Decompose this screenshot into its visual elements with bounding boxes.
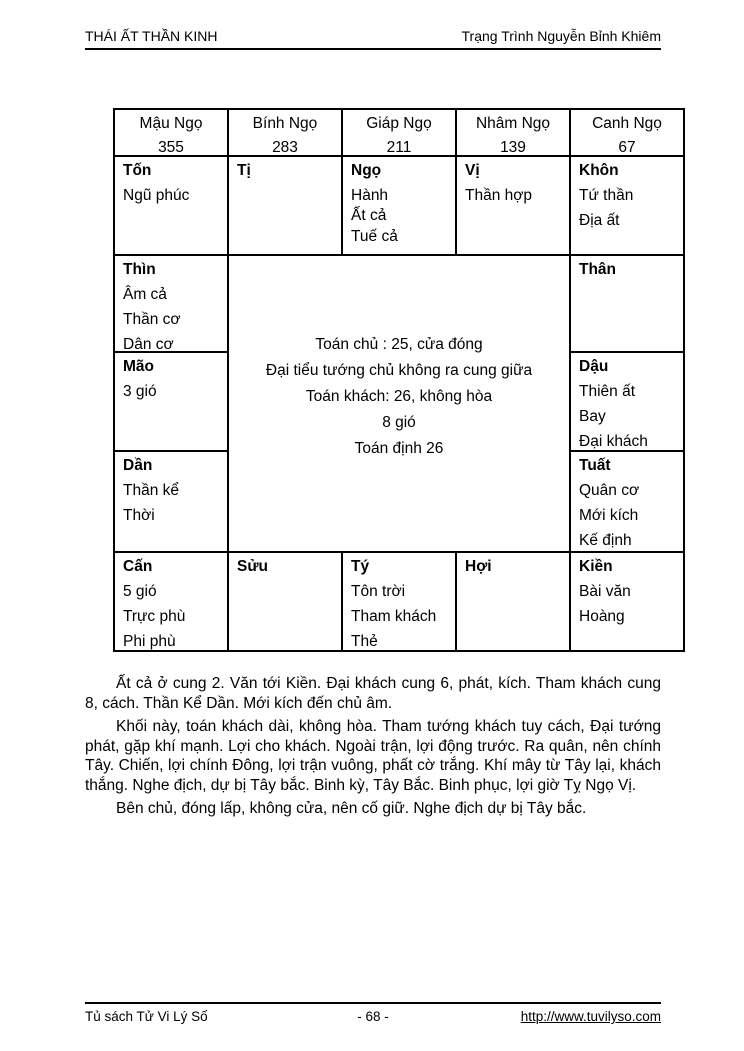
summary-line: 8 gió	[382, 413, 416, 431]
cell-title: Thìn	[123, 261, 156, 278]
cell-dau	[569, 351, 683, 450]
footer-url-link[interactable]: http://www.tuvilyso.com	[520, 1009, 661, 1024]
cell-line: Thẻ	[351, 633, 378, 650]
cell-title: Tị	[237, 162, 251, 179]
cell-line: Bài văn	[579, 583, 631, 600]
cell-line: Bay	[579, 408, 606, 425]
year-value: 67	[618, 139, 636, 155]
page-footer	[85, 1002, 661, 1026]
cell-line: Đại khách	[579, 433, 648, 450]
cell-line: Thần cơ	[123, 311, 181, 328]
cell-line: Tôn trời	[351, 583, 406, 600]
cell-line: Dân cơ	[123, 336, 174, 351]
cell-line: Tham khách	[351, 608, 437, 625]
cell-title: Tuất	[579, 457, 611, 474]
cell-line: Phi phù	[123, 633, 176, 650]
taiat-board-table	[113, 108, 685, 652]
cell-suu	[227, 551, 341, 650]
header-author: Trạng Trình Nguyễn Bỉnh Khiêm	[461, 28, 661, 44]
year-value: 283	[272, 139, 298, 155]
year-value: 355	[158, 139, 184, 155]
year-value: 139	[500, 139, 526, 155]
cell-title: Thân	[579, 261, 617, 278]
cell-ngo	[341, 155, 455, 254]
cell-title: Hợi	[465, 558, 492, 575]
cell-line: Ất cả	[351, 207, 387, 224]
footer-page-number: - 68 -	[357, 1009, 389, 1024]
cell-title: Cấn	[123, 558, 153, 575]
cell-line: Tuế cả	[351, 228, 398, 245]
paragraph: Bên chủ, đóng lấp, không cửa, nên cố giữ. Nghe địch dự bị Tây bắc.	[116, 800, 587, 817]
year-name: Mậu Ngọ	[139, 115, 203, 132]
cell-line: Trực phù	[123, 608, 186, 625]
cell-title: Khôn	[579, 162, 619, 179]
cell-mao	[113, 351, 227, 450]
cell-than	[569, 254, 683, 351]
paragraph: Khối này, toán khách dài, không hòa. Tham tướng khách tuy cách, Đại tướng phát, gặp khí mạnh. Lợi cho khách. Ngoài trận, lợi động trước. Ra quân, nên chính Tây. Chiến, lợi chính Đông, lợi trận vuông, phất cờ trắng. Khí mây từ Tây lại, khách thắng. Nghe địch, dự bị Tây bắc. Binh kỳ, Tây Bắc. Binh phục, lợi giờ Tỵ Ngọ Vị.	[85, 718, 661, 794]
cell-line: Kế định	[579, 532, 632, 549]
cell-line: Hoàng	[579, 608, 625, 625]
cell-ti	[227, 155, 341, 254]
year-name: Bính Ngọ	[252, 115, 318, 132]
cell-tuat	[569, 450, 683, 551]
cell-line: Thời	[123, 507, 155, 524]
cell-line: Âm cả	[123, 286, 167, 303]
cell-ty	[341, 551, 455, 650]
center-summary	[227, 254, 569, 551]
cell-line: Hành	[351, 187, 389, 204]
cell-title: Ngọ	[351, 162, 382, 179]
cell-dan	[113, 450, 227, 551]
cell-title: Tốn	[123, 162, 152, 179]
commentary-text	[85, 674, 661, 823]
year-name: Nhâm Ngọ	[475, 115, 551, 132]
cell-thin	[113, 254, 227, 351]
cell-title: Sửu	[237, 558, 269, 575]
cell-vi	[455, 155, 569, 254]
summary-line: Toán định 26	[354, 439, 444, 457]
year-name: Canh Ngọ	[592, 115, 662, 132]
summary-line: Toán khách: 26, không hòa	[305, 387, 493, 405]
header-book-title: THÁI ẤT THẦN KINH	[85, 28, 218, 44]
year-name: Giáp Ngọ	[366, 115, 432, 132]
cell-title: Mão	[123, 358, 154, 375]
cell-title: Kiền	[579, 558, 613, 575]
cell-line: 5 gió	[123, 583, 157, 600]
cell-ton	[113, 155, 227, 254]
cell-khon	[569, 155, 683, 254]
cell-line: Tứ thần	[579, 187, 634, 204]
cell-line: 3 gió	[123, 383, 157, 400]
year-cell-canh-ngo	[569, 108, 683, 155]
cell-kien	[569, 551, 683, 650]
cell-title: Dậu	[579, 358, 609, 375]
year-cell-binh-ngo	[227, 108, 341, 155]
cell-line: Quân cơ	[579, 482, 640, 499]
cell-line: Địa ất	[579, 212, 620, 229]
year-cell-giap-ngo	[341, 108, 455, 155]
page-header	[85, 27, 661, 50]
summary-line: Đại tiểu tướng chủ không ra cung giữa	[265, 361, 533, 379]
cell-line: Ngũ phúc	[123, 187, 190, 204]
cell-title: Tý	[351, 558, 370, 575]
paragraph: Ất cả ở cung 2. Văn tới Kiền. Đại khách cung 6, phát, kích. Tham khách cung 8, cách. Thần Kể Dần. Mới kích đến chủ âm.	[85, 675, 661, 712]
cell-line: Mới kích	[579, 507, 639, 524]
cell-title: Dần	[123, 457, 153, 474]
footer-book-series: Tủ sách Tử Vi Lý Số	[85, 1009, 208, 1024]
year-cell-nham-ngo	[455, 108, 569, 155]
cell-line: Thiên ất	[579, 383, 636, 400]
cell-hoi	[455, 551, 569, 650]
summary-line: Toán chủ : 25, cửa đóng	[315, 335, 483, 353]
cell-title: Vị	[465, 162, 480, 179]
cell-can	[113, 551, 227, 650]
cell-line: Thần kể	[123, 482, 180, 499]
year-cell-mau-ngo	[113, 108, 227, 155]
year-value: 211	[386, 139, 412, 155]
cell-line: Thần hợp	[465, 187, 533, 204]
